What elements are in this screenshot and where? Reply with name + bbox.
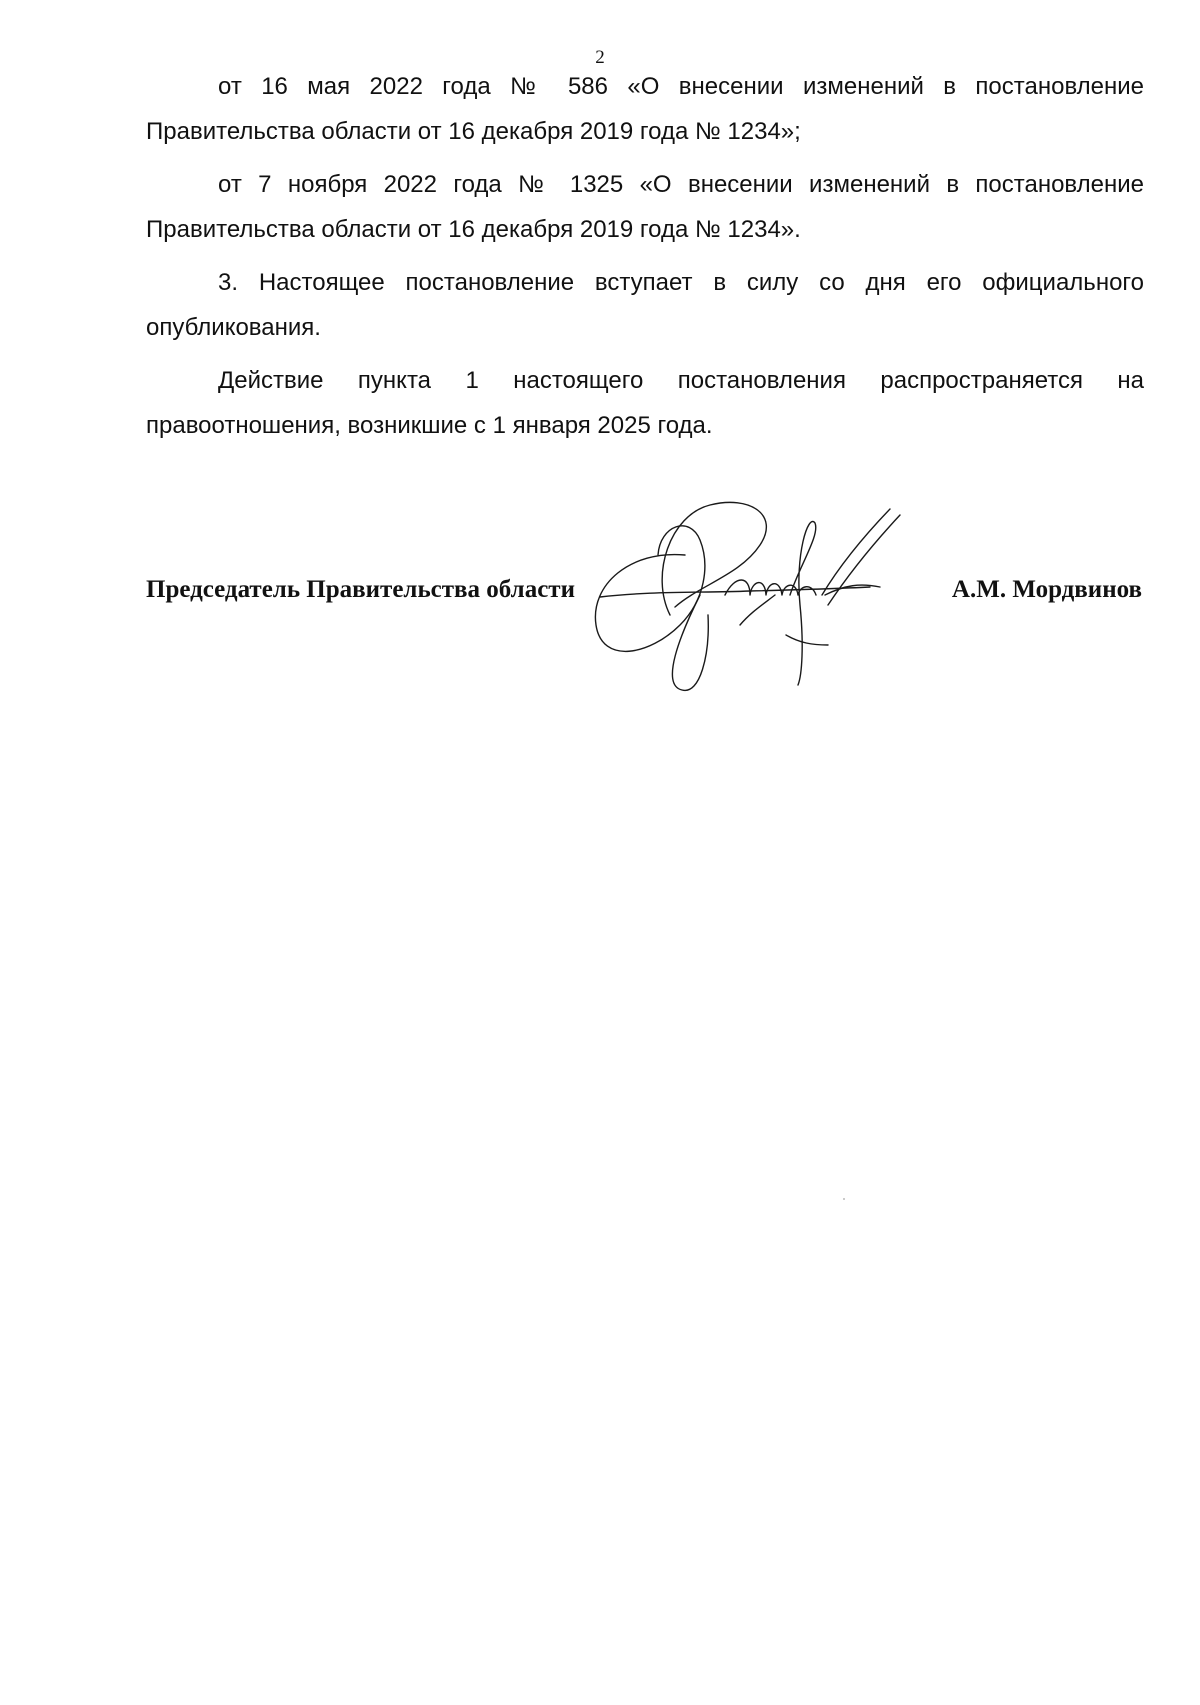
signer-title: Председатель Правительства области bbox=[146, 576, 575, 603]
paragraph-retroactive-clause: Действие пункта 1 настоящего постановления распространяется на правоотношения, возникшие с 1 января 2025 года. bbox=[146, 367, 1144, 439]
paragraph-amendment-586: от 16 мая 2022 года № 586 «О внесении изменений в постановление Правительства области от 16 декабря 2019 года № 1234»; bbox=[146, 73, 1144, 145]
paragraph-effective-date: 3. Настоящее постановление вступает в силу со дня его официального опубликования. bbox=[146, 269, 1144, 341]
signer-name: А.М. Мордвинов bbox=[951, 576, 1142, 603]
page-number: 2 bbox=[595, 47, 605, 68]
document-body bbox=[146, 64, 1144, 456]
paragraph-amendment-1325: от 7 ноября 2022 года № 1325 «О внесении изменений в постановление Правительства области от 16 декабря 2019 года № 1234». bbox=[146, 171, 1144, 243]
handwritten-signature-icon bbox=[590, 495, 950, 700]
scan-speck bbox=[843, 1198, 845, 1200]
